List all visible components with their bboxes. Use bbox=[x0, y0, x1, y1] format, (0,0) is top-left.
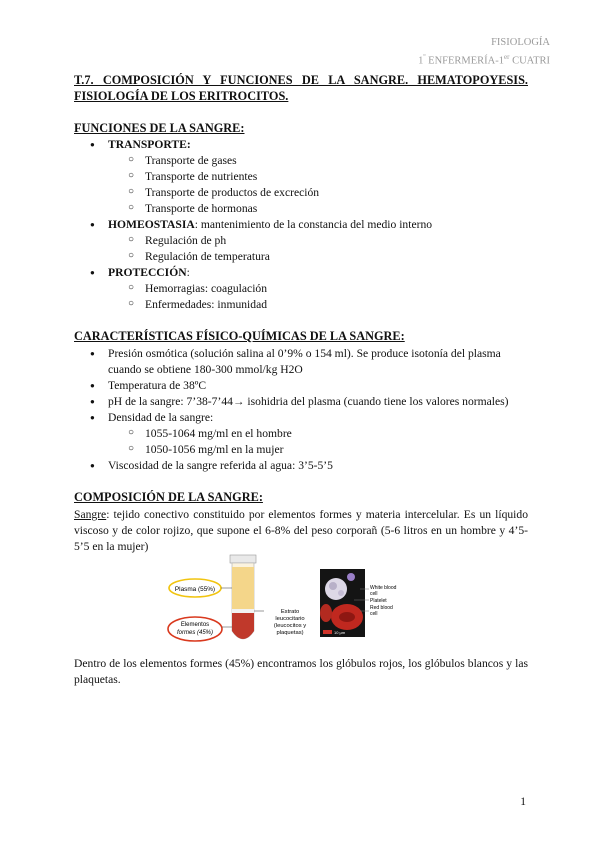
label-white-cell-1: White blood bbox=[370, 585, 397, 591]
label-white-cell-2: cell bbox=[370, 591, 378, 597]
scale-bar-label: 10 µm bbox=[334, 630, 346, 635]
label-platelet: Platelet bbox=[370, 598, 387, 604]
paragraph-elementos-formes: Dentro de los elementos formes (45%) encontramos los glóbulos rojos, los glóbulos blancos y las plaquetas. bbox=[74, 657, 528, 687]
header-subject: FISIOLOGÍA bbox=[491, 37, 550, 48]
paragraph-sangre: Sangre: tejido conectivo constituido por elementos formes y materia intercelular. Es un líquido viscoso y de color rojizo, que supone el 6-8% del peso corporañ (5-6 litros en un hombre y 4’5-5’5 en la mujer) bbox=[74, 508, 528, 554]
label-red-cell-2: cell bbox=[370, 611, 378, 617]
label-estrato-1: Estrato bbox=[280, 609, 300, 615]
label-estrato-4: plaquetas) bbox=[276, 630, 304, 636]
label-plasma: Plasma (55%) bbox=[174, 586, 216, 593]
label-estrato-2: leucocitario bbox=[275, 616, 305, 622]
section-heading-funciones: FUNCIONES DE LA SANGRE: bbox=[74, 121, 245, 135]
page-number: 1 bbox=[520, 796, 526, 808]
label-elementos-1: Elementos bbox=[180, 622, 210, 628]
page-title: T.7. COMPOSICIÓN Y FUNCIONES DE LA SANGRE. HEMATOPOYESIS. FISIOLOGÍA DE LOS ERITROCITOS. bbox=[74, 73, 528, 103]
label-estrato-3: (leucocitos y bbox=[273, 623, 307, 629]
label-elementos-2: formes (45%) bbox=[176, 630, 214, 636]
label-red-cell-1: Red blood bbox=[370, 605, 393, 611]
blood-tube-diagram bbox=[165, 553, 315, 649]
section-heading-composicion: COMPOSICIÓN DE LA SANGRE: bbox=[74, 490, 263, 504]
blood-micrograph bbox=[320, 569, 432, 637]
header-course: $1^º$ ENFERMERÍA-1er CUATRI bbox=[418, 53, 550, 67]
section-heading-caracteristicas: CARACTERÍSTICAS FÍSICO-QUÍMICAS DE LA SANGRE: bbox=[74, 329, 405, 343]
